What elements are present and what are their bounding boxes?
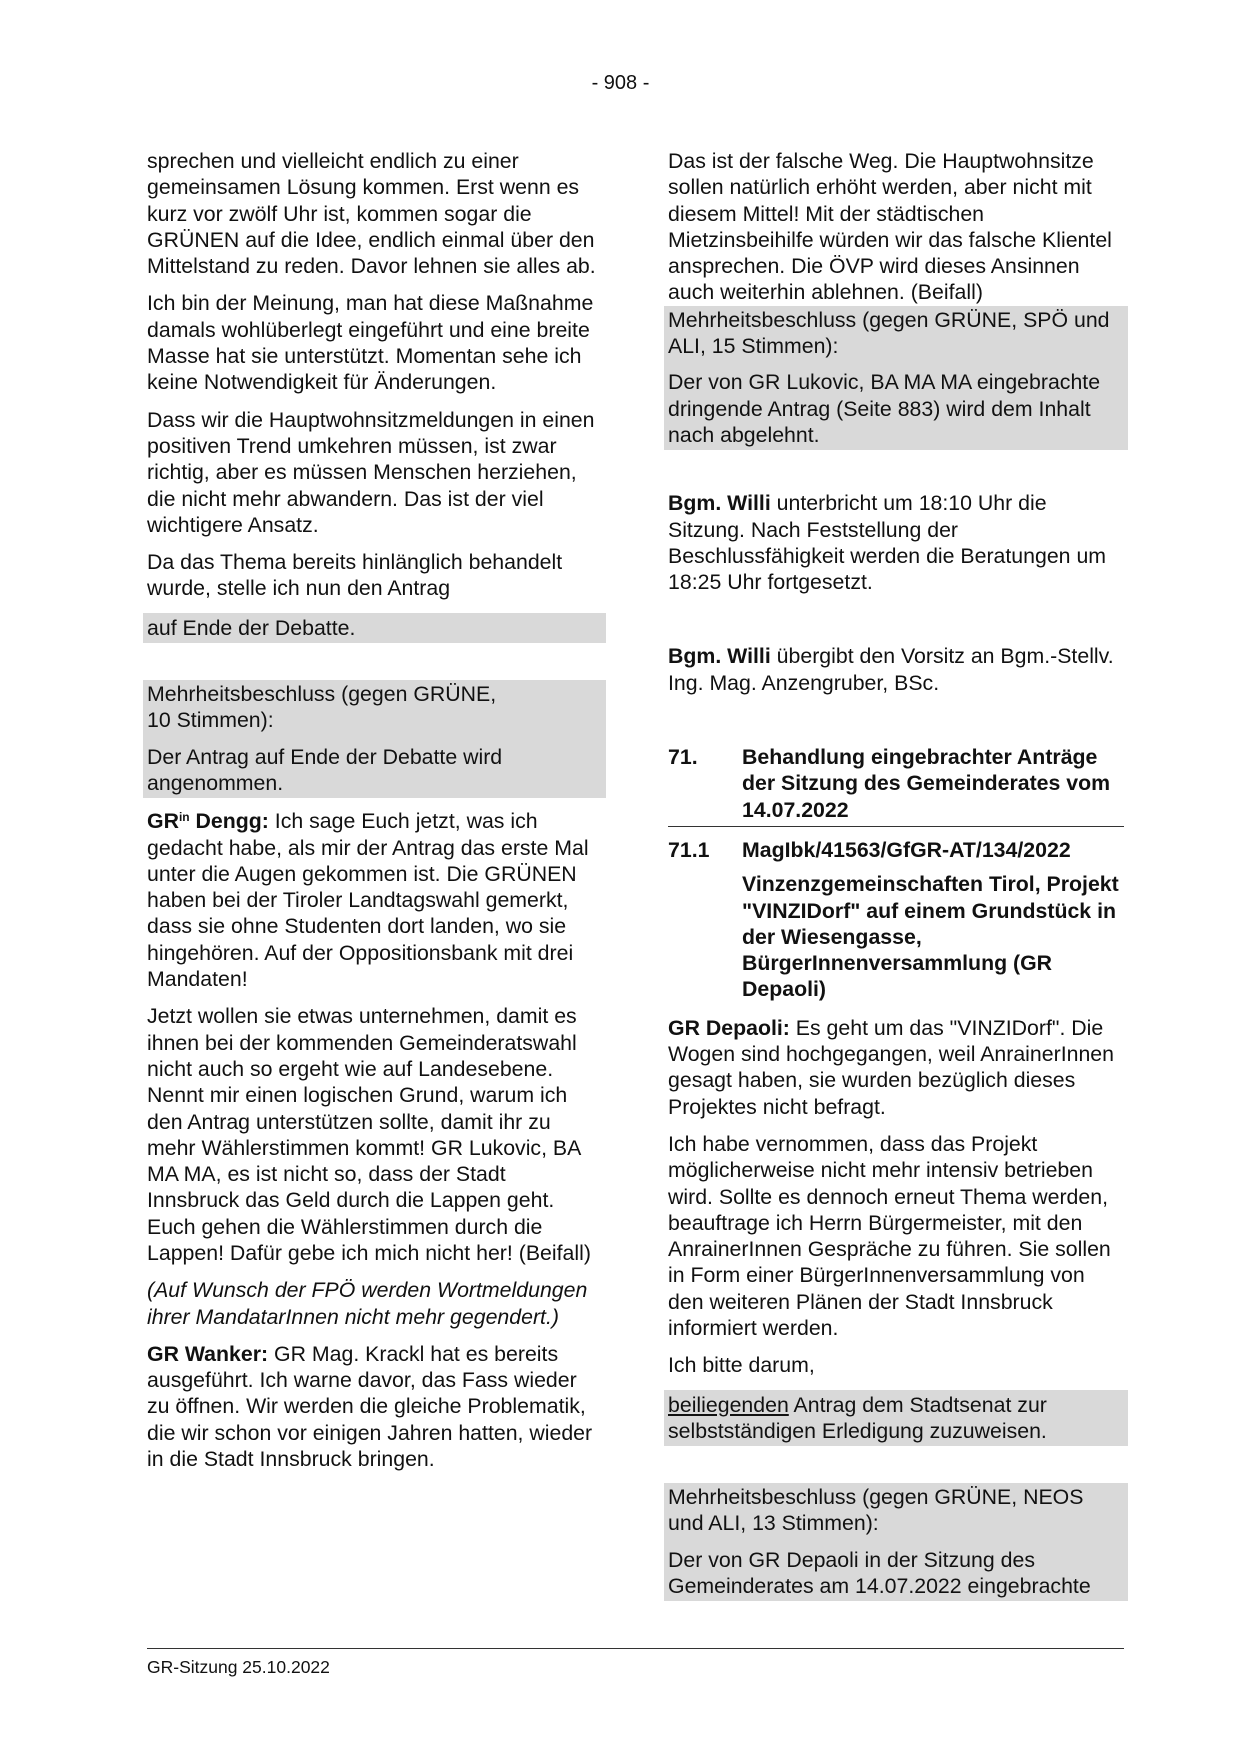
- speaker-name: Bgm. Willi: [668, 491, 771, 516]
- paragraph: Das ist der falsche Weg. Die Hauptwohnsitze sollen natürlich erhöht werden, aber nicht mit diesem Mittel! Mit der städtischen Mietzinsbeihilfe würden wir das falsche Klientel ansprechen. Die ÖVP wird dieses Ansinnen auch weiterhin ablehnen. (Beifall): [668, 149, 1112, 305]
- footer: GR-Sitzung 25.10.2022: [147, 1657, 330, 1677]
- section-title: Vinzenzgemeinschaften Tirol, Projekt "VINZIDorf" auf einem Grundstück in der Wiesengasse, BürgerInnenversammlung (GR Depaoli): [742, 872, 1119, 1002]
- speaker-name: $GR^{in}$ Dengg:: [147, 809, 269, 834]
- page-number: - 908 -: [591, 72, 650, 94]
- paragraph: Ich bin der Meinung, man hat diese Maßnahme damals wohlüberlegt eingeführt und eine breite Masse hat sie unterstützt. Momentan sehe ich keine Notwendigkeit für Änderungen.: [147, 291, 594, 395]
- speaker-name: GR Depaoli:: [668, 1015, 790, 1040]
- speech-dengg: $GR^{in}$ Dengg: Ich sage Euch jetzt, was ich gedacht habe, als mir der Antrag das erste Mal unter die Augen gekommen ist. Die GRÜNEN haben bei der Tiroler Landtagswahl gemerkt, dass sie ohne Studenten dort landen, wo sie hingehören. Auf der Oppositionsbank mit drei Mandaten!: [147, 809, 589, 992]
- resolution-box: [664, 306, 1128, 450]
- motion-box: [143, 613, 606, 643]
- resolution-box: [143, 680, 606, 798]
- motion-box: beiliegenden Antrag dem Stadtsenat zur selbstständigen Erledigung zuzuweisen.: [664, 1390, 1128, 1447]
- speaker-name: Bgm. Willi: [668, 644, 771, 669]
- paragraph: Jetzt wollen sie etwas unternehmen, damit es ihnen bei der kommenden Gemeinderatswahl nicht auch so ergeht wie auf Landesebene. Nennt mir einen logischen Grund, warum ich den Antrag unterstützen sollte, damit ihr zu mehr Wählerstimmen kommt! GR Lukovic, BA MA MA, es ist nicht so, dass der Stadt Innsbruck das Geld durch die Lappen geht. Euch gehen die Wählerstimmen durch die Lappen! Dafür gebe ich mich nicht her! (Beifall): [147, 1004, 591, 1265]
- resolution-title: Mehrheitsbeschluss (gegen GRÜNE, SPÖ und ALI, 15 Stimmen):: [668, 307, 1110, 359]
- right-column: [668, 148, 1124, 1601]
- resolution-title: Mehrheitsbeschluss (gegen GRÜNE, NEOS und ALI, 13 Stimmen):: [668, 1485, 1084, 1536]
- section-heading-71-1: 71.1 MagIbk/41563/GfGR-AT/134/2022: [668, 837, 1071, 862]
- procedural-note: Bgm. Willi übergibt den Vorsitz an Bgm.-Stellv. Ing. Mag. Anzengruber, BSc.: [668, 644, 1114, 695]
- paragraph: Ich bitte darum,: [668, 1353, 815, 1378]
- paragraph: Da das Thema bereits hinlänglich behandelt wurde, stelle ich nun den Antrag: [147, 550, 563, 601]
- resolution-box: [664, 1483, 1128, 1601]
- speech-wanker: GR Wanker: GR Mag. Krackl hat es bereits ausgeführt. Ich warne davor, das Fass wieder zu öffnen. Wir werden die gleiche Problematik, die wir schon vor einigen Jahren hatten, wieder in die Stadt Innsbruck bringen.: [147, 1341, 593, 1472]
- paragraph: sprechen und vielleicht endlich zu einer gemeinsamen Lösung kommen. Erst wenn es kurz vor zwölf Uhr ist, kommen sogar die GRÜNEN auf die Idee, endlich einmal über den Mittelstand zu reden. Davor lehnen sie alles ab.: [147, 149, 596, 279]
- note: (Auf Wunsch der FPÖ werden Wortmeldungen ihrer MandatarInnen nicht mehr gegendert.): [147, 1278, 588, 1329]
- paragraph: Ich habe vernommen, dass das Projekt möglicherweise nicht mehr intensiv betrieben wird. Sollte es dennoch erneut Thema werden, beauftrage ich Herrn Bürgermeister, mit den AnrainerInnen Gespräche zu führen. Sie sollen in Form einer BürgerInnenversammlung von den weiteren Plänen der Stadt Innsbruck informiert werden.: [668, 1131, 1111, 1340]
- motion-underlined: beiliegenden: [668, 1392, 789, 1417]
- left-column: [147, 148, 602, 1483]
- speaker-name: GR Wanker:: [147, 1341, 269, 1366]
- procedural-note: Bgm. Willi unterbricht um 18:10 Uhr die Sitzung. Nach Feststellung der Beschlussfähigkeit werden die Beratungen um 18:25 Uhr fortgesetzt.: [668, 491, 1107, 595]
- resolution-text: Der von GR Lukovic, BA MA MA eingebrachte dringende Antrag (Seite 883) wird dem Inhalt nach abgelehnt.: [668, 370, 1101, 447]
- footer-divider: [147, 1648, 1124, 1649]
- resolution-title: Mehrheitsbeschluss (gegen GRÜNE, 10 Stimmen):: [147, 682, 497, 733]
- motion-text: auf Ende der Debatte.: [147, 615, 356, 640]
- resolution-text: Der von GR Depaoli in der Sitzung des Gemeinderates am 14.07.2022 eingebrachte: [668, 1547, 1091, 1599]
- section-heading-71: 71. Behandlung eingebrachter Anträge der Sitzung des Gemeinderates vom 14.07.2022: [668, 744, 1124, 827]
- paragraph: Dass wir die Hauptwohnsitzmeldungen in einen positiven Trend umkehren müssen, ist zwar richtig, aber es müssen Menschen herziehen, die nicht mehr abwandern. Das ist der viel wichtigere Ansatz.: [147, 407, 595, 537]
- resolution-text: Der Antrag auf Ende der Debatte wird angenommen.: [147, 744, 503, 795]
- speech-depaoli: GR Depaoli: Es geht um das "VINZIDorf". Die Wogen sind hochgegangen, weil AnrainerInnen gesagt haben, sie wurden bezüglich dieses Projektes nicht befragt.: [668, 1015, 1114, 1119]
